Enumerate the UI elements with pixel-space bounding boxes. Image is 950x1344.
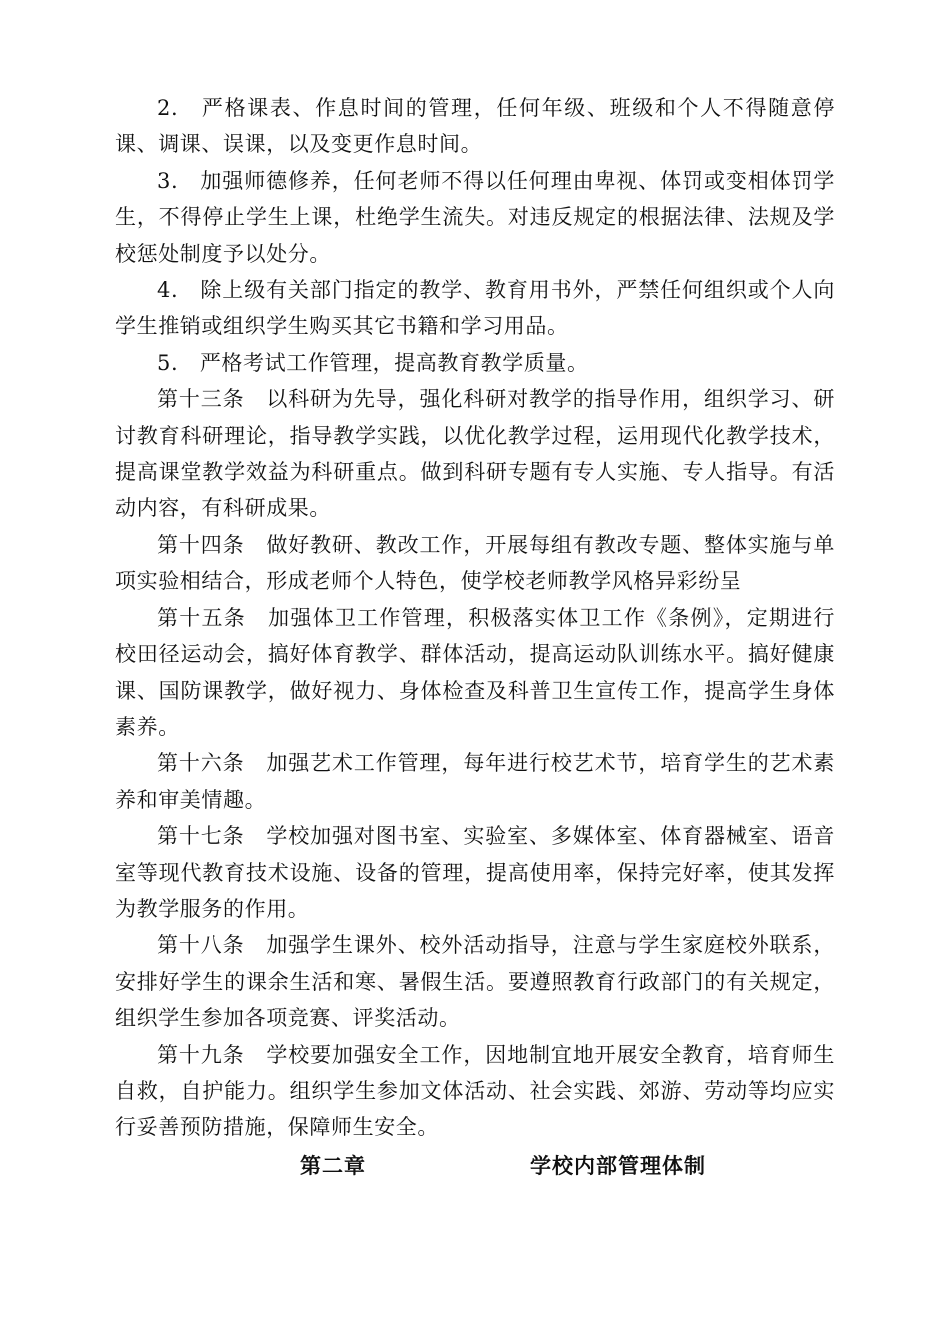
document-body	[115, 90, 835, 1186]
paragraph-item-3: 3. 加强师德修养，任何老师不得以任何理由卑视、体罚或变相体罚学生，不得停止学生上课，杜绝学生流失。对违反规定的根据法律、法规及学校惩处制度予以处分。	[115, 168, 835, 266]
paragraph-item-5: 5. 严格考试工作管理，提高教育教学质量。	[157, 350, 589, 375]
chapter-number: 第二章	[300, 1152, 366, 1178]
article-15: 第十五条 加强体卫工作管理，积极落实体卫工作《条例》，定期进行校田径运动会，搞好体育教学、群体活动，提高运动队训练水平。搞好健康课、国防课教学，做好视力、身体检查及科普卫生宣传工作，提高学生身体素养。	[115, 605, 835, 739]
chapter-title: 学校内部管理体制	[530, 1152, 706, 1178]
article-17: 第十七条 学校加强对图书室、实验室、多媒体室、体育器械室、语音室等现代教育技术设施、设备的管理，提高使用率，保持完好率，使其发挥为教学服务的作用。	[115, 824, 835, 921]
paragraph-item-2: 2. 严格课表、作息时间的管理，任何年级、班级和个人不得随意停课、调课、误课，以及变更作息时间。	[115, 96, 835, 157]
article-13: 第十三条 以科研为先导，强化科研对教学的指导作用，组织学习、研讨教育科研理论，指导教学实践，以优化教学过程，运用现代化教学技术，提高课堂教学效益为科研重点。做到科研专题有专人实施、专人指导。有活动内容，有科研成果。	[115, 387, 835, 521]
paragraph-item-4: 4. 除上级有关部门指定的教学、教育用书外，严禁任何组织或个人向学生推销或组织学生购买其它书籍和学习用品。	[115, 278, 835, 339]
chapter-heading	[115, 1146, 835, 1186]
article-16: 第十六条 加强艺术工作管理，每年进行校艺术节，培育学生的艺术素养和审美情趣。	[115, 751, 835, 812]
article-19: 第十九条 学校要加强安全工作，因地制宜地开展安全教育，培育师生自救，自护能力。组织学生参加文体活动、社会实践、郊游、劳动等均应实行妥善预防措施，保障师生安全。	[115, 1042, 835, 1140]
article-18: 第十八条 加强学生课外、校外活动指导，注意与学生家庭校外联系，安排好学生的课余生活和寒、暑假生活。要遵照教育行政部门的有关规定，组织学生参加各项竞赛、评奖活动。	[115, 933, 835, 1031]
article-14: 第十四条 做好教研、教改工作，开展每组有教改专题、整体实施与单项实验相结合，形成老师个人特色，使学校老师教学风格异彩纷呈	[115, 532, 835, 594]
